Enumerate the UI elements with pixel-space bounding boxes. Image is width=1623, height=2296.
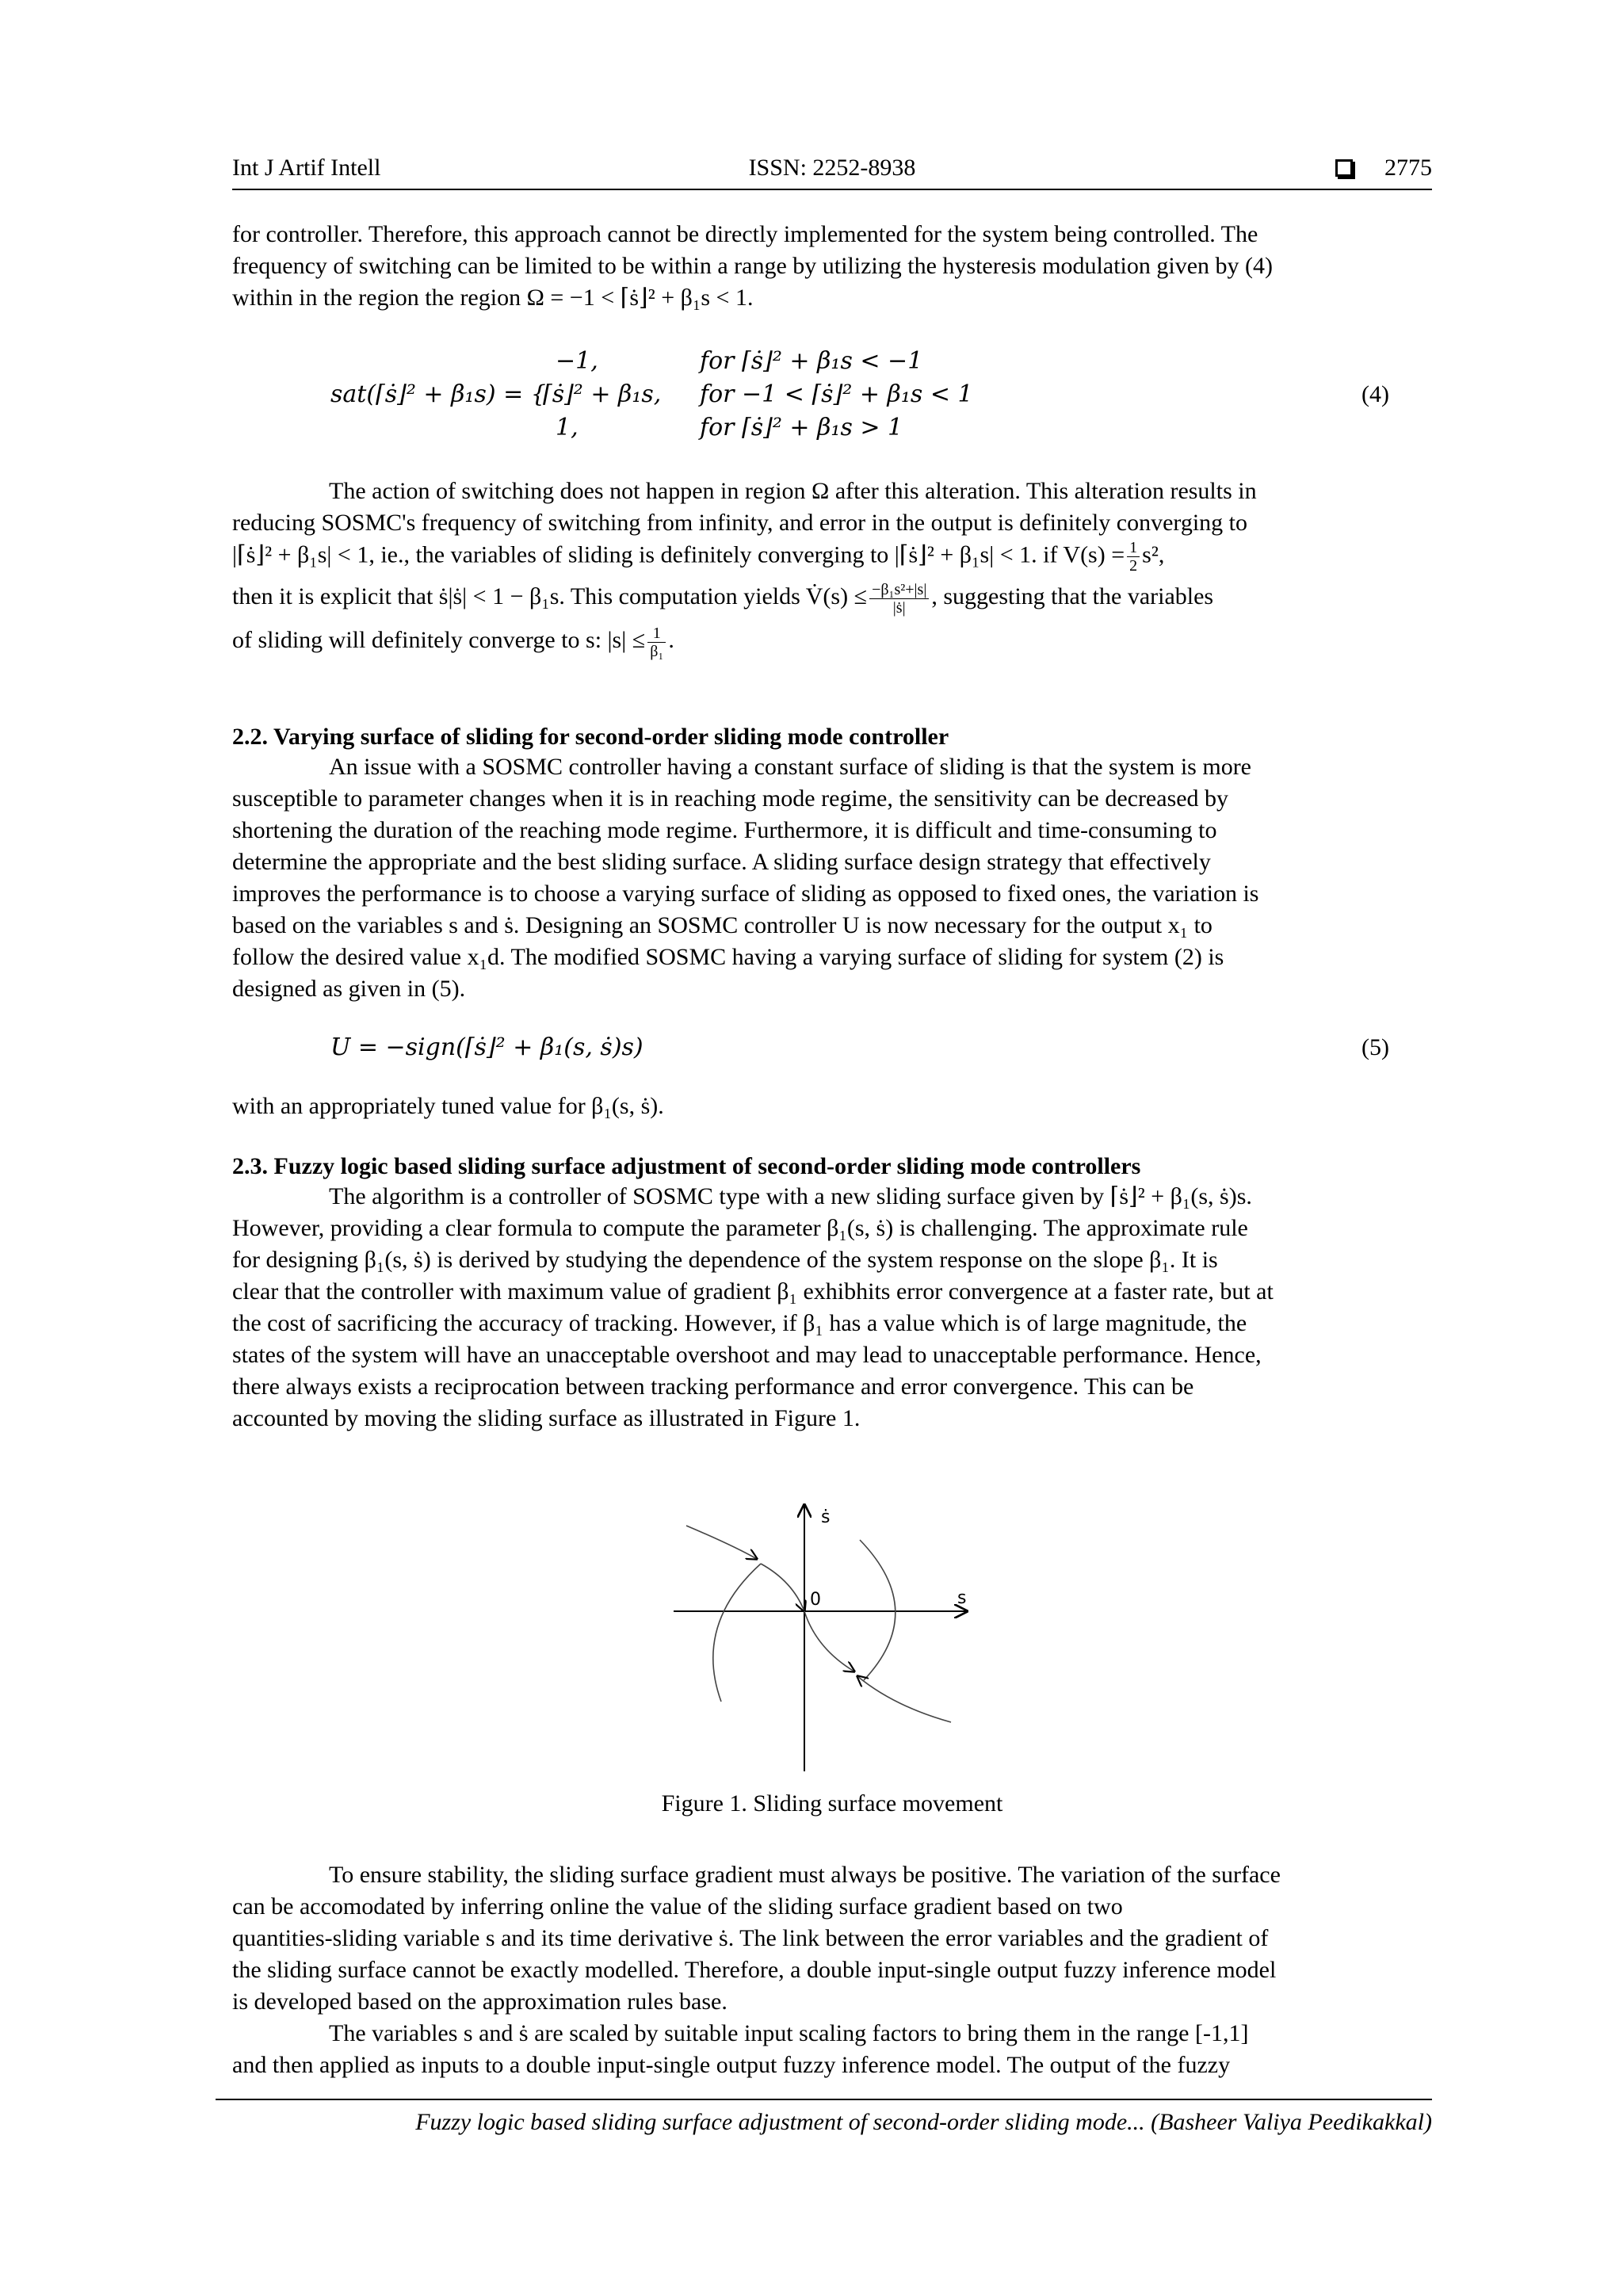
fraction-one-over-beta: $\frac{1}{\text{β₁}}$ [647, 625, 666, 660]
trajectory-curve [713, 1564, 761, 1702]
journal-name: Int J Artif Intell [232, 155, 381, 181]
issn: ISSN: 2252-8938 [748, 155, 916, 181]
paragraph-stability [232, 1859, 1432, 2018]
eq4-case3-condition: for ⌈ṡ⌋² + β₁s > 1 [700, 414, 903, 441]
fraction-lyapunov: $\frac{\text{−β₁s²+|s|}}{\text{|ṡ|}}$ [869, 581, 929, 617]
text-line: of sliding will definitely converge to s: |s| ≤ $\frac{1}{\text{β₁}}$ . [232, 624, 674, 660]
text-line: and then applied as inputs to a double input-single output fuzzy inference model. The output of the fuzzy [232, 2052, 1231, 2078]
text-line: The algorithm is a controller of SOSMC type with a new sliding surface given by ⌈ṡ⌋² + β₁(s, ṡ)s. [329, 1183, 1252, 1209]
s-dot-axis-label: ṡ [821, 1507, 831, 1527]
text-line: |⌈ṡ⌋² + β₁s| < 1, ie., the variables of sliding is definitely converging to |⌈ṡ⌋² + β₁s| < 1. if V(s) = $\frac{1}{2}$ s², [232, 539, 1165, 575]
equation-5 [232, 1032, 1432, 1064]
trajectory-curve [686, 1526, 757, 1559]
text-line: However, providing a clear formula to compute the parameter β₁(s, ṡ) is challenging. The approximate rule [232, 1215, 1248, 1241]
text-line: states of the system will have an unacceptable overshoot and may lead to unacceptable performance. Hence, [232, 1342, 1262, 1368]
text-line: the cost of sacrificing the accuracy of tracking. However, if β₁ has a value which is of large magnitude, the [232, 1310, 1247, 1336]
section-heading-2-2: 2.2. Varying surface of sliding for second-order sliding mode controller [232, 724, 949, 750]
origin-label: 0 [810, 1590, 821, 1610]
paragraph-tuned-value: with an appropriately tuned value for β₁(s, ṡ). [232, 1093, 664, 1119]
paragraph-fuzzy-adjustment [232, 1181, 1432, 1435]
page-number: 2775 [1384, 155, 1432, 181]
eq4-case1-value: −1, [556, 347, 598, 375]
trajectory-curve [857, 1676, 951, 1722]
text-line: is developed based on the approximation rules base. [232, 1988, 727, 2015]
equation-number: (4) [1361, 381, 1389, 407]
text-line: improves the performance is to choose a varying surface of sliding as opposed to fixed ones, the variation is [232, 881, 1259, 907]
text-line: follow the desired value x₁d. The modified SOSMC having a varying surface of sliding for system (2) is [232, 944, 1224, 970]
text-line: accounted by moving the sliding surface as illustrated in Figure 1. [232, 1405, 861, 1431]
eq4-case2-condition: for −1 < ⌈ṡ⌋² + β₁s < 1 [700, 380, 973, 408]
text-line: the sliding surface cannot be exactly modelled. Therefore, a double input-single output fuzzy inference model [232, 1957, 1277, 1983]
text-line: susceptible to parameter changes when it is in reaching mode regime, the sensitivity can be decreased by [232, 785, 1229, 812]
text-line: To ensure stability, the sliding surface gradient must always be positive. The variation of the surface [329, 1862, 1281, 1888]
text-line: for designing β₁(s, ṡ) is derived by studying the dependence of the system response on the slope β₁. It is [232, 1247, 1218, 1273]
running-footer [216, 2099, 1432, 2135]
figure-caption: Figure 1. Sliding surface movement [661, 1790, 1003, 1817]
equation-number: (5) [1361, 1034, 1389, 1060]
text-line: An issue with a SOSMC controller having a constant surface of sliding is that the system is more [329, 754, 1251, 780]
section-heading-2-3: 2.3. Fuzzy logic based sliding surface adjustment of second-order sliding mode controllers [232, 1153, 1141, 1179]
figure-sliding-surface-movement [674, 1502, 991, 1771]
square-icon [1335, 159, 1353, 177]
eq4-lhs: sat(⌈ṡ⌋² + β₁s) = { [330, 380, 546, 408]
trajectory-curve [860, 1540, 896, 1680]
text-line: can be accomodated by inferring online the value of the sliding surface gradient based on two [232, 1893, 1123, 1920]
paragraph-varying-surface [232, 751, 1432, 1005]
text-line: then it is explicit that ṡ|ṡ| < 1 − β₁s. This computation yields V̇(s) ≤ $\frac{\text{−β₁s²+|s|}}{\text{|ṡ|}}$ , suggesting that the variables [232, 580, 1214, 617]
paragraph-scaling [232, 2018, 1432, 2081]
running-header [232, 152, 1432, 190]
text-line: designed as given in (5). [232, 976, 466, 1002]
text-line: reducing SOSMC's frequency of switching from infinity, and error in the output is definitely converging to [232, 510, 1248, 536]
text-line: clear that the controller with maximum value of gradient β₁ exhibhits error convergence at a faster rate, but at [232, 1278, 1274, 1305]
fraction-one-half: $\frac{1}{2}$ [1127, 539, 1140, 575]
text-line: within in the region the region Ω = −1 < ⌈ṡ⌋² + β₁s < 1. [232, 285, 754, 311]
eq4-case2-value: ⌈ṡ⌋² + β₁s, [543, 380, 662, 408]
text-line: determine the appropriate and the best sliding surface. A sliding surface design strategy that effectively [232, 849, 1211, 875]
text-line: The action of switching does not happen in region Ω after this alteration. This alteration results in [329, 478, 1257, 504]
s-axis-label: s [957, 1588, 967, 1608]
paragraph-switching-action [232, 476, 1432, 661]
trajectory-curve [804, 1611, 854, 1671]
eq4-case3-value: 1, [556, 414, 579, 441]
text-line: for controller. Therefore, this approach cannot be directly implemented for the system being controlled. The [232, 221, 1258, 247]
text-line: shortening the duration of the reaching mode regime. Furthermore, it is difficult and time-consuming to [232, 817, 1217, 843]
eq5-formula: U = −sign(⌈ṡ⌋² + β₁(s, ṡ)s) [330, 1033, 643, 1061]
footer-text: Fuzzy logic based sliding surface adjustment of second-order sliding mode... (Basheer Valiya Peedikakkal) [415, 2109, 1432, 2135]
eq4-case1-condition: for ⌈ṡ⌋² + β₁s < −1 [700, 347, 923, 375]
text-line: there always exists a reciprocation between tracking performance and error convergence. This can be [232, 1373, 1194, 1400]
text-line: based on the variables s and ṡ. Designing an SOSMC controller U is now necessary for the output x₁ to [232, 912, 1212, 938]
text-line: The variables s and ṡ are scaled by suitable input scaling factors to bring them in the range [-1,1] [329, 2020, 1249, 2046]
text-line: quantities-sliding variable s and its time derivative ṡ. The link between the error variables and the gradient of [232, 1925, 1269, 1951]
text-line: frequency of switching can be limited to be within a range by utilizing the hysteresis modulation given by (4) [232, 253, 1274, 279]
trajectory-curve [761, 1564, 804, 1611]
paragraph-hysteresis [232, 219, 1432, 314]
